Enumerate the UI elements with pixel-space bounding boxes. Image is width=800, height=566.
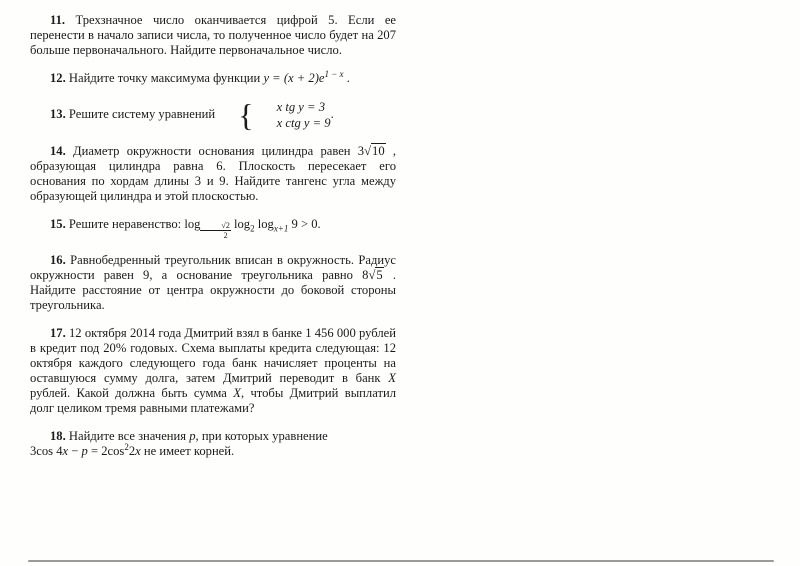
problem-11-text: Трехзначное число оканчивается цифрой 5. Если ее перенести в начало записи числа, то полученное число будет на 207 больше первоначального. Найдите первоначальное число.	[30, 13, 396, 57]
problem-17-text-2: рублей. Какой должна быть сумма	[30, 386, 234, 401]
log-2-subscript: 2	[250, 223, 255, 234]
text-column	[30, 13, 396, 472]
problem-12-number: 12.	[50, 71, 66, 85]
log-3-subscript: x+1	[273, 223, 289, 234]
problem-18	[30, 429, 396, 459]
problem-14-number: 14.	[50, 144, 66, 158]
fraction-numerator: √2	[200, 221, 230, 231]
log-inequality	[184, 217, 321, 240]
variable-x: X	[233, 386, 241, 401]
sqrt-expression	[368, 267, 383, 282]
radicand: 5	[376, 268, 383, 283]
problem-14-text-post: , образующая цилиндра равна 6. Плоскость пересекает его основания по хордам длины 3 и 9. Найдите тангенс угла между образующей цилиндра и этой плоскостью.	[30, 144, 397, 203]
problem-16-text-pre: Равнобедренный треугольник вписан в окружность. Радиус окружности равен 9, а основание треугольника равно 8	[30, 253, 396, 283]
radicand: 10	[372, 144, 385, 158]
problem-16-number: 16.	[50, 253, 66, 268]
problem-13-tail: .	[330, 106, 334, 121]
problem-17-number: 17.	[50, 326, 66, 341]
problem-14-text-pre: Диаметр окружности основания цилиндра равен 3	[65, 144, 365, 158]
variable-p: p	[81, 444, 88, 459]
variable-x: x	[135, 444, 141, 459]
problem-18-number: 18.	[50, 429, 66, 444]
problem-18-lead-2: , при которых уравнение	[195, 429, 328, 444]
problem-11	[30, 13, 396, 58]
log-2: log	[230, 217, 251, 231]
inequality-end: 9 > 0.	[288, 217, 321, 231]
problem-16-text-post: . Найдите расстояние от центра окружности до боковой стороны треугольника.	[30, 268, 396, 313]
problem-12-formula	[263, 68, 344, 85]
radical-sign: √	[364, 144, 372, 158]
fraction-denominator: 2	[223, 231, 228, 240]
problem-18-lead-1: Найдите все значения	[65, 429, 190, 444]
problem-16	[30, 253, 396, 313]
problem-14	[30, 144, 396, 204]
system-brace: {	[238, 97, 254, 133]
formula-exponent: 1 − x	[324, 68, 344, 79]
formula-base: y = (x + 2)e	[263, 71, 325, 85]
problem-12-lead: Найдите точку максимума функции	[65, 71, 264, 85]
problem-13-lead: Решите систему уравнений	[65, 106, 219, 121]
page-bottom-edge	[28, 560, 774, 562]
problem-13	[30, 99, 396, 131]
equation-system	[218, 99, 330, 131]
variable-x: x	[62, 444, 69, 459]
problem-15-number: 15.	[50, 217, 66, 231]
log-1-subscript-fraction	[200, 221, 230, 240]
log-1: log	[184, 217, 201, 231]
problem-12	[30, 68, 396, 86]
system-equation-2: x ctg y = 9	[276, 115, 331, 130]
problem-15-lead: Решите неравенство:	[65, 217, 185, 231]
problem-18-equation	[30, 444, 396, 459]
eq-part: не имеет корней.	[140, 444, 235, 459]
problem-12-tail: .	[343, 71, 350, 85]
system-equations	[257, 100, 331, 131]
eq-part: = 2cos	[87, 444, 125, 459]
problem-15	[30, 217, 396, 240]
variable-p: p	[189, 429, 196, 444]
problem-13-number: 13.	[50, 106, 66, 121]
problem-17-text-1: 12 октября 2014 года Дмитрий взял в банке 1 456 000 рублей в кредит под 20% годовых. Схема выплаты кредита следующая: 12 октября каждого следующего года банк начисляет проценты на оставшуюся сумму долга, затем Дмитрий переводит в банк	[30, 326, 396, 386]
problem-17-text-3: , чтобы Дмитрий выплатил долг целиком тремя равными платежами?	[30, 386, 396, 416]
problem-17	[30, 326, 396, 416]
radical-sign: √	[368, 268, 376, 283]
cos-exponent: 2	[124, 442, 129, 452]
system-equation-1: x tg y = 3	[276, 99, 325, 114]
sqrt-expression	[364, 143, 386, 158]
eq-part: −	[68, 444, 82, 459]
eq-part: 2	[128, 444, 136, 459]
log-3: log	[254, 217, 274, 231]
eq-part: 3cos 4	[30, 444, 63, 459]
problem-11-number: 11.	[50, 13, 66, 27]
variable-x: X	[388, 371, 396, 386]
